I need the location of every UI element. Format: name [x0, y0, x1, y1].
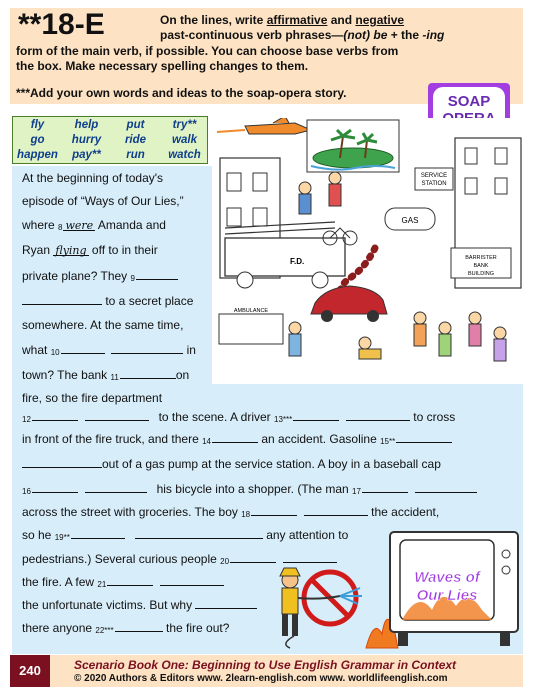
blank-13b[interactable]: [346, 409, 410, 421]
tv-title-line-2: Our Lies: [416, 587, 478, 604]
tv-title-line-1: Waves of: [414, 569, 480, 586]
verb-fly: fly: [30, 119, 45, 131]
blank-8[interactable]: were: [65, 219, 94, 232]
blank-22b[interactable]: [115, 620, 163, 632]
story-line-8: [22, 342, 196, 357]
firefighter-illustration: [270, 558, 400, 650]
sign-station: STATION: [421, 181, 447, 187]
blank-12b[interactable]: [85, 409, 149, 421]
blank-22a[interactable]: [195, 597, 257, 609]
footer: [10, 655, 523, 687]
verb-happen: happen: [17, 149, 58, 161]
story-text: any attention to: [266, 528, 349, 542]
story-text: an accident. Gasoline: [261, 432, 377, 446]
blank-number-18: 18: [241, 510, 251, 519]
blank-12a[interactable]: [32, 409, 78, 421]
page-number: 240: [10, 655, 50, 687]
blank-15b[interactable]: [22, 456, 102, 468]
story-line-5: [22, 268, 178, 283]
story-line-12: [22, 431, 452, 446]
blank-21a[interactable]: [107, 574, 153, 586]
blank-13a[interactable]: [293, 409, 339, 421]
story-text: the accident,: [371, 505, 440, 519]
blank-number-13: 13***: [274, 415, 293, 424]
story-text: off to in their: [91, 243, 158, 257]
story-text: his bicycle into a shopper. (The man: [156, 482, 349, 496]
story-text: Amanda and: [97, 218, 166, 232]
story-line-10: fire, so the fire department: [22, 391, 163, 405]
story-line-4: [22, 243, 158, 257]
instr-notbe: (not) be: [343, 28, 388, 42]
story-text: to cross: [413, 410, 456, 424]
instr-text: On the lines, write: [160, 13, 267, 27]
blank-number-17: 17: [352, 487, 361, 496]
sign-ambulance: AMBULANCE: [233, 308, 269, 314]
blank-number-12: 12: [22, 415, 31, 424]
street-scene-illustration: [215, 118, 523, 378]
story-text: on: [175, 368, 190, 382]
blank-number-9: 9: [130, 274, 135, 283]
blank-17a[interactable]: [362, 481, 408, 493]
verb-pay: pay**: [72, 149, 101, 161]
blank-9b[interactable]: [22, 293, 102, 305]
blank-number-14: 14: [202, 437, 212, 446]
blank-number-19: 19**: [54, 533, 70, 542]
sign-barrister: BARRISTER: [465, 255, 497, 261]
instructions-line-2: [160, 28, 444, 43]
instr-text: and: [327, 13, 356, 27]
story-line-19: [22, 597, 257, 612]
blank-15a[interactable]: [396, 431, 452, 443]
instructions-line-4: the box. Make necessary spelling changes to them.: [16, 59, 309, 73]
sign-building: BUILDING: [468, 271, 494, 277]
story-line-1: At the beginning of today's: [22, 171, 164, 185]
blank-number-20: 20: [220, 557, 230, 566]
story-line-6: [22, 293, 193, 308]
instr-ing: -ing: [422, 28, 445, 42]
blank-19a[interactable]: [71, 527, 125, 539]
instr-text: + the: [387, 28, 423, 42]
story-text: to a secret place: [105, 294, 194, 308]
verb-watch: watch: [168, 149, 201, 161]
badge-line-1: SOAP: [447, 93, 491, 110]
blank-10b[interactable]: [111, 342, 183, 354]
verb-help: help: [74, 119, 99, 131]
verb-hurry: hurry: [71, 134, 102, 146]
story-text: private plane? They: [22, 269, 128, 283]
story-line-13: [22, 456, 441, 471]
instructions-line-3: form of the main verb, if possible. You can choose base verbs from: [16, 44, 399, 58]
book-title: Scenario Book One: Beginning to Use English Grammar in Context: [74, 658, 457, 672]
sign-gas: GAS: [401, 216, 419, 225]
blank-number-21: 21: [97, 580, 107, 589]
blank-10a[interactable]: [61, 342, 105, 354]
instr-negative: negative: [355, 13, 405, 27]
firefighter-drawing: [270, 558, 400, 650]
blank-number-16: 16: [22, 487, 31, 496]
sign-fd: F.D.: [290, 257, 305, 266]
copyright-line: © 2020 Authors & Editors www. 2learn-english.com www. worldlifeenglish.com: [74, 673, 448, 684]
story-text: the fire out?: [166, 621, 230, 635]
blank-18a[interactable]: [251, 504, 297, 516]
story-text: so he: [22, 528, 52, 542]
verb-walk: walk: [172, 134, 197, 146]
instructions-line-5: ***Add your own words and ideas to the soap-opera story.: [16, 86, 347, 100]
story-text: the fire. A few: [22, 575, 95, 589]
story-text: Ryan: [22, 243, 51, 257]
story-line-11: [22, 409, 455, 424]
blank-number-11: 11: [110, 373, 119, 382]
blank-18b[interactable]: [304, 504, 368, 516]
blank-8b[interactable]: flying: [55, 244, 87, 257]
verb-go: go: [30, 134, 45, 146]
story-line-18: [22, 574, 224, 589]
blank-number-10: 10: [50, 348, 60, 357]
story-line-15: [22, 504, 439, 519]
instructions-line-1: [160, 13, 404, 28]
blank-17b[interactable]: [415, 481, 477, 493]
story-line-7: somewhere. At the same time,: [22, 318, 184, 332]
story-text: what: [22, 343, 48, 357]
blank-16a[interactable]: [32, 481, 78, 493]
story-line-2: episode of “Ways of Our Lies,”: [22, 194, 184, 208]
blank-9a[interactable]: [136, 268, 178, 280]
story-line-16: [22, 527, 348, 542]
story-line-9: [22, 367, 189, 382]
story-text: there anyone: [22, 621, 93, 635]
story-text: in: [186, 343, 196, 357]
instr-affirmative: affirmative: [266, 13, 328, 27]
blank-14[interactable]: [212, 431, 258, 443]
blank-number-22: 22***: [95, 626, 114, 635]
story-text: town? The bank: [22, 368, 108, 382]
story-text: to the scene. A driver: [158, 410, 271, 424]
verb-run: run: [126, 149, 145, 161]
blank-number-8: 8: [58, 223, 63, 232]
verb-box: [12, 116, 208, 164]
sign-service: SERVICE: [420, 173, 448, 179]
story-text: across the street with groceries. The boy: [22, 505, 238, 519]
scene-drawing: [215, 118, 523, 378]
story-text: where: [22, 218, 55, 232]
sign-bank: BANK: [473, 263, 489, 269]
story-text: pedestrians.) Several curious people: [22, 552, 217, 566]
story-line-14: [22, 481, 477, 496]
story-text: in front of the fire truck, and there: [22, 432, 199, 446]
tv-illustration: [388, 530, 523, 648]
story-line-3: [22, 218, 166, 232]
verb-put: put: [126, 119, 145, 131]
instr-text: past-continuous verb phrases—: [160, 28, 344, 42]
blank-19b[interactable]: [135, 527, 263, 539]
story-text: the unfortunate victims. But why: [22, 598, 193, 612]
blank-number-15: 15**: [380, 437, 396, 446]
blank-21b[interactable]: [160, 574, 224, 586]
blank-11[interactable]: [120, 367, 176, 379]
story-text: out of a gas pump at the service station. A boy in a baseball cap: [102, 457, 441, 471]
story-line-20: [22, 620, 229, 635]
blank-16b[interactable]: [85, 481, 147, 493]
verb-ride: ride: [124, 134, 147, 146]
exercise-code: **18-E: [18, 8, 105, 41]
tv-drawing: [388, 530, 523, 648]
verb-try: try**: [172, 119, 197, 131]
